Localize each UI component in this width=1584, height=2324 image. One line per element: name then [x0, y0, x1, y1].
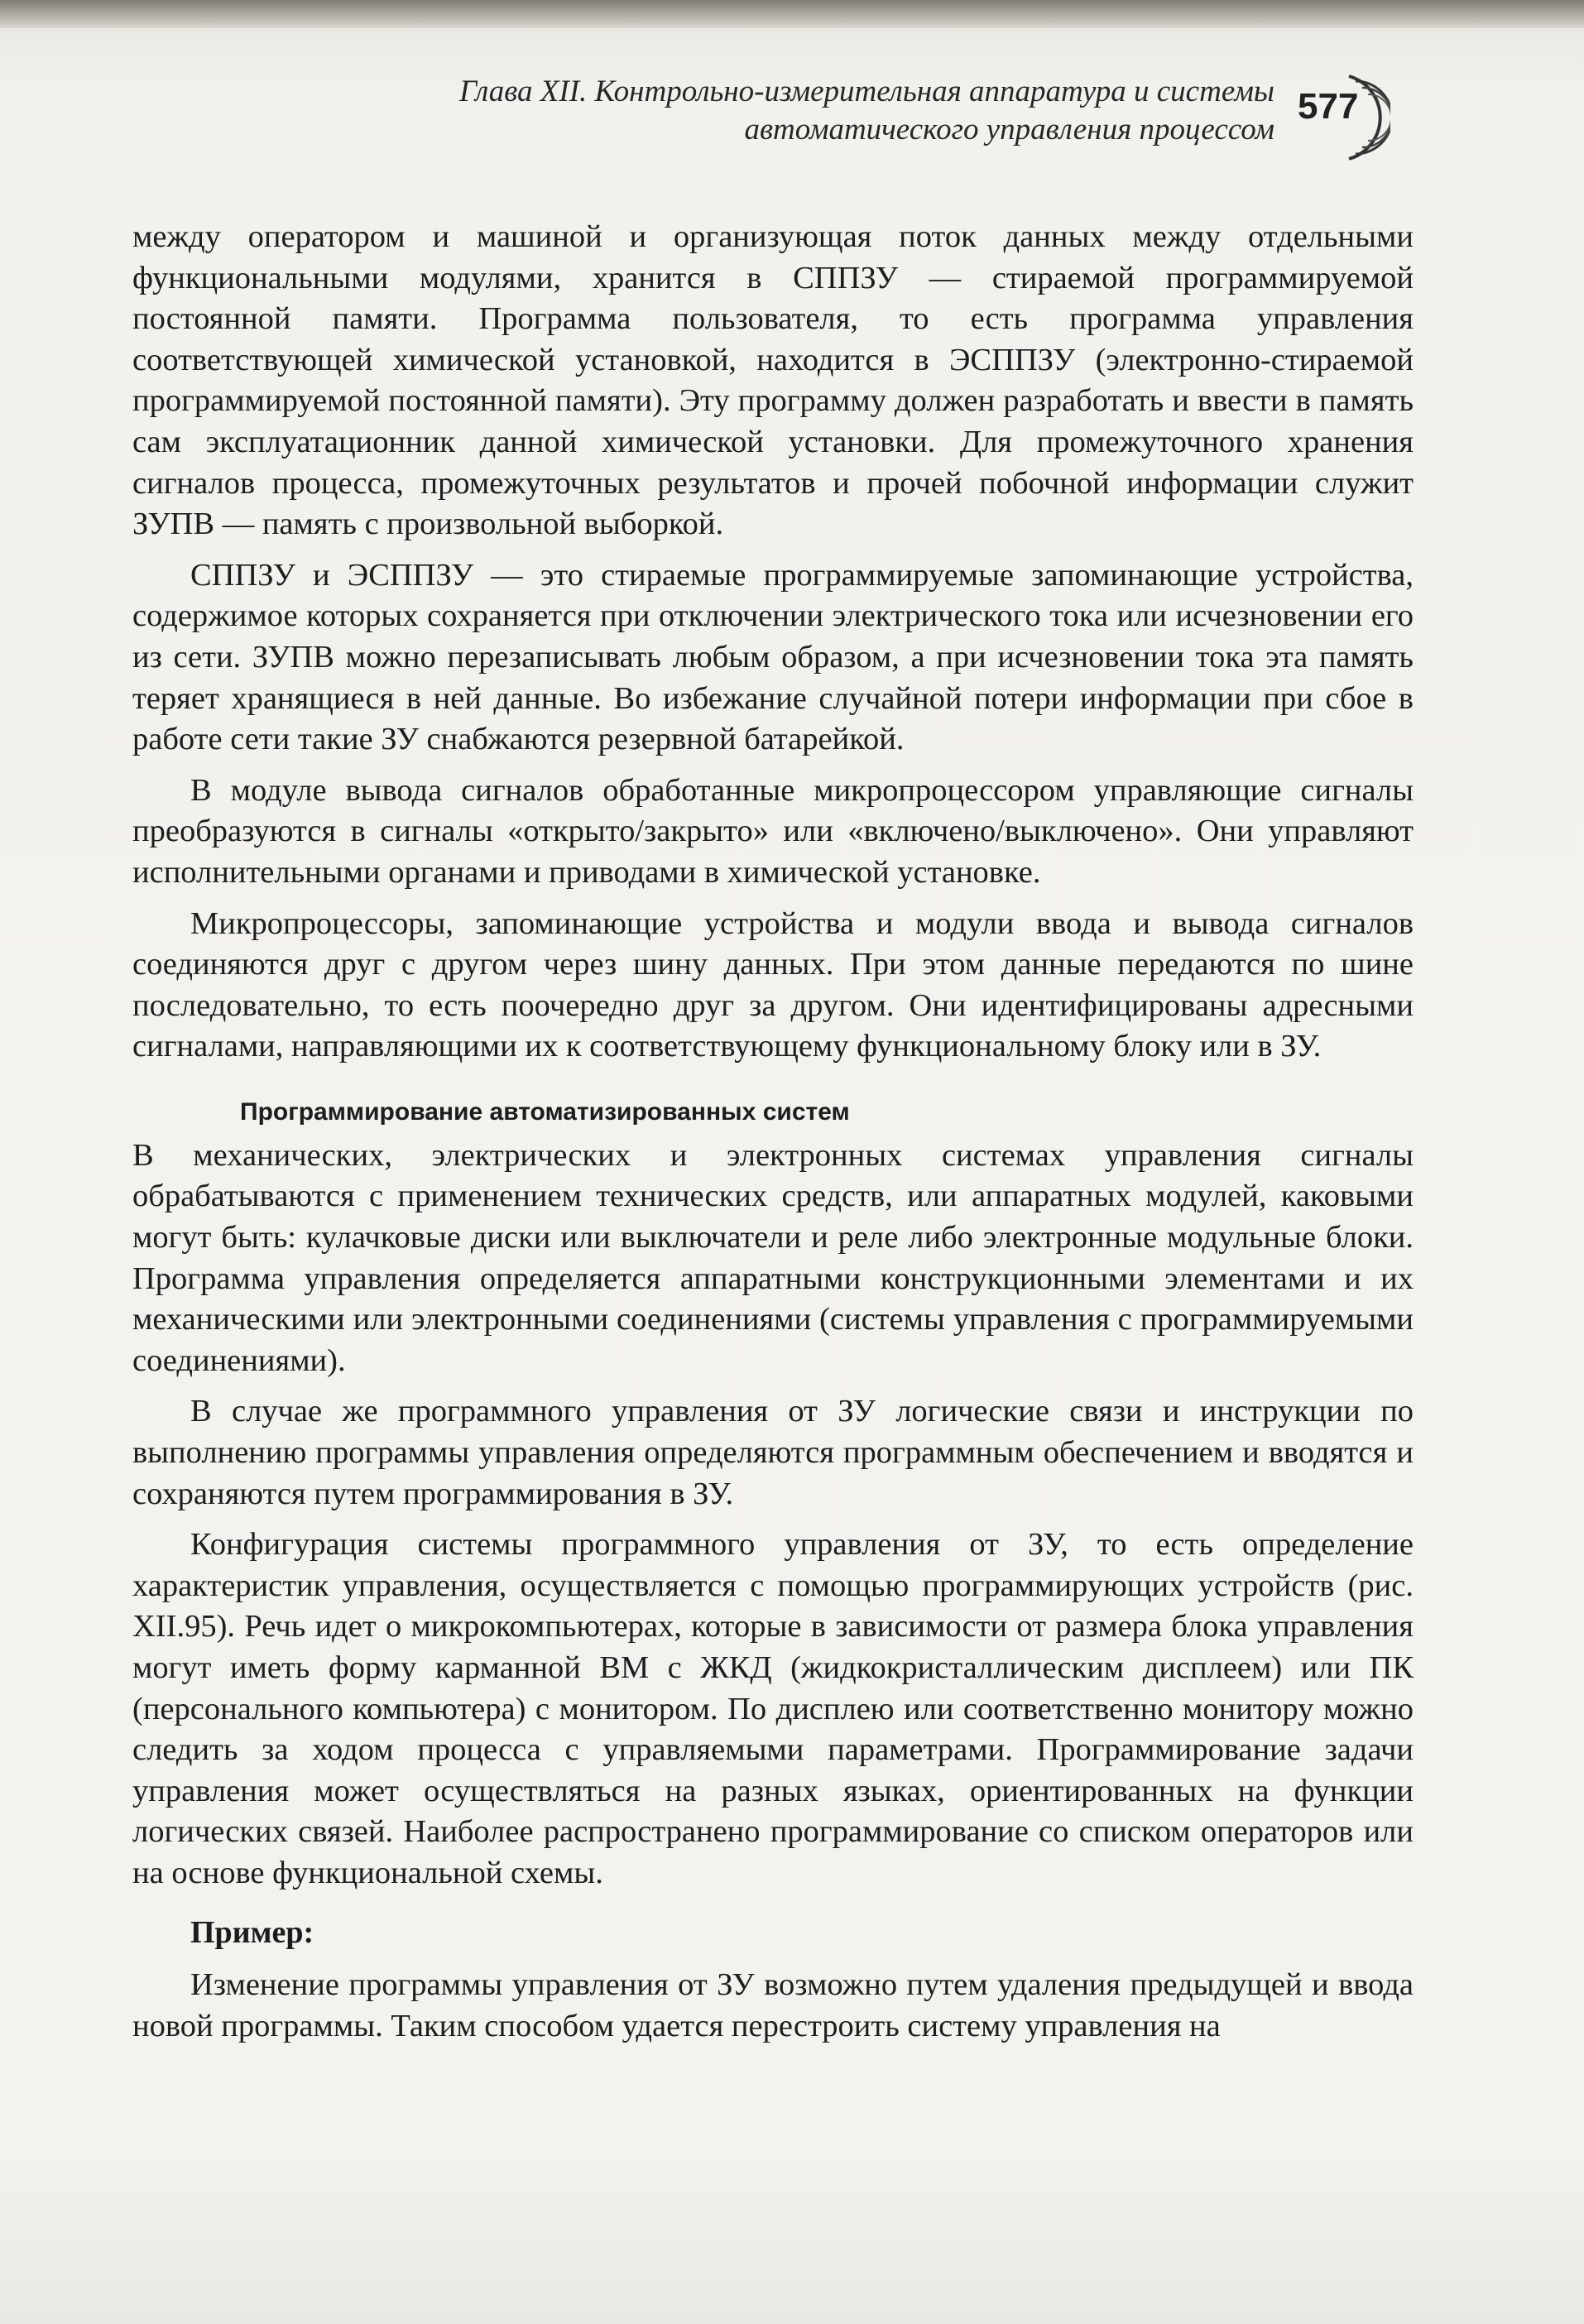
- running-header: [248, 73, 1274, 149]
- page-number: 577: [1298, 86, 1359, 127]
- paragraph-2: СППЗУ и ЭСППЗУ — это стираемые программируемые запоминающие устройства, содержимое которых сохраняется при отключении электрического тока или исчезновении его из сети. ЗУПВ можно перезаписывать любым образом, а при исчезновении тока эта память теряет хранящиеся в ней данные. Во избежание случайной потери информации при сбое в работе сети такие ЗУ снабжаются резервной батарейкой.: [132, 557, 1414, 757]
- example-label: Пример:: [190, 1914, 314, 1950]
- example-paragraph: Изменение программы управления от ЗУ возможно путем удаления предыдущей и ввода новой программы. Таким способом удается перестроить систему управления на: [132, 1967, 1414, 2043]
- section-heading: Программирование автоматизированных систем: [240, 1097, 850, 1126]
- page-number-arc-icon: [1324, 68, 1390, 167]
- paragraph-1: между оператором и машиной и организующая поток данных между отдельными функциональными модулями, хранится в СППЗУ — стираемой программируемой постоянной памяти. Программа пользователя, то есть программа управления соответствующей химической установкой, находится в ЭСППЗУ (электронно-стираемой программируемой постоянной памяти). Эту программу должен разработать и ввести в память сам эксплуатационник данной химической установки. Для промежуточного хранения сигналов процесса, промежуточных результатов и прочей побочной информации служит ЗУПВ — память с произвольной выборкой.: [132, 219, 1414, 542]
- page-top-shadow: [0, 0, 1584, 28]
- section-paragraph-1: В механических, электрических и электронных системах управления сигналы обрабатываются с применением технических средств, или аппаратных модулей, каковыми могут быть: кулачковые диски или выключатели и реле либо электронные модульные блоки. Программа управления определяется аппаратными конструкционными элементами и их механическими или электронными соединениями (системы управления с программируемыми соединениями).: [132, 1137, 1414, 1378]
- section-paragraph-2: В случае же программного управления от ЗУ логические связи и инструкции по выполнению программы управления определяются программным обеспечением и вводятся и сохраняются путем программирования в ЗУ.: [132, 1394, 1414, 1511]
- main-text: [132, 217, 1414, 2057]
- paragraph-4: Микропроцессоры, запоминающие устройства и модули ввода и вывода сигналов соединяются друг с другом через шину данных. При этом данные передаются по шине последовательно, то есть поочередно друг за другом. Они идентифицированы адресными сигналами, направляющими их к соответствующему функциональному блоку или в ЗУ.: [132, 905, 1414, 1064]
- header-chapter-line: Глава XII. Контрольно-измерительная аппаратура и системы: [459, 74, 1274, 108]
- section-paragraph-3: Конфигурация системы программного управления от ЗУ, то есть определение характеристик управления, осуществляется с помощью программирующих устройств (рис. XII.95). Речь идет о микрокомпьютерах, которые в зависимости от размера блока управления могут иметь форму карманной ВМ с ЖКД (жидкокристаллическим дисплеем) или ПК (персонального компьютера) с монитором. По дисплею или соответственно монитору можно следить за ходом процесса с управляемыми параметрами. Программирование задачи управления может осуществляться на разных языках, ориентированных на функции логических связей. Наиболее распространено программирование со списком операторов или на основе функциональной схемы.: [132, 1527, 1414, 1890]
- header-subtitle-line: автоматического управления процессом: [744, 113, 1274, 146]
- paragraph-3: В модуле вывода сигналов обработанные микропроцессором управляющие сигналы преобразуются в сигналы «открыто/закрыто» или «включено/выключено». Они управляют исполнительными органами и приводами в химической установке.: [132, 772, 1414, 890]
